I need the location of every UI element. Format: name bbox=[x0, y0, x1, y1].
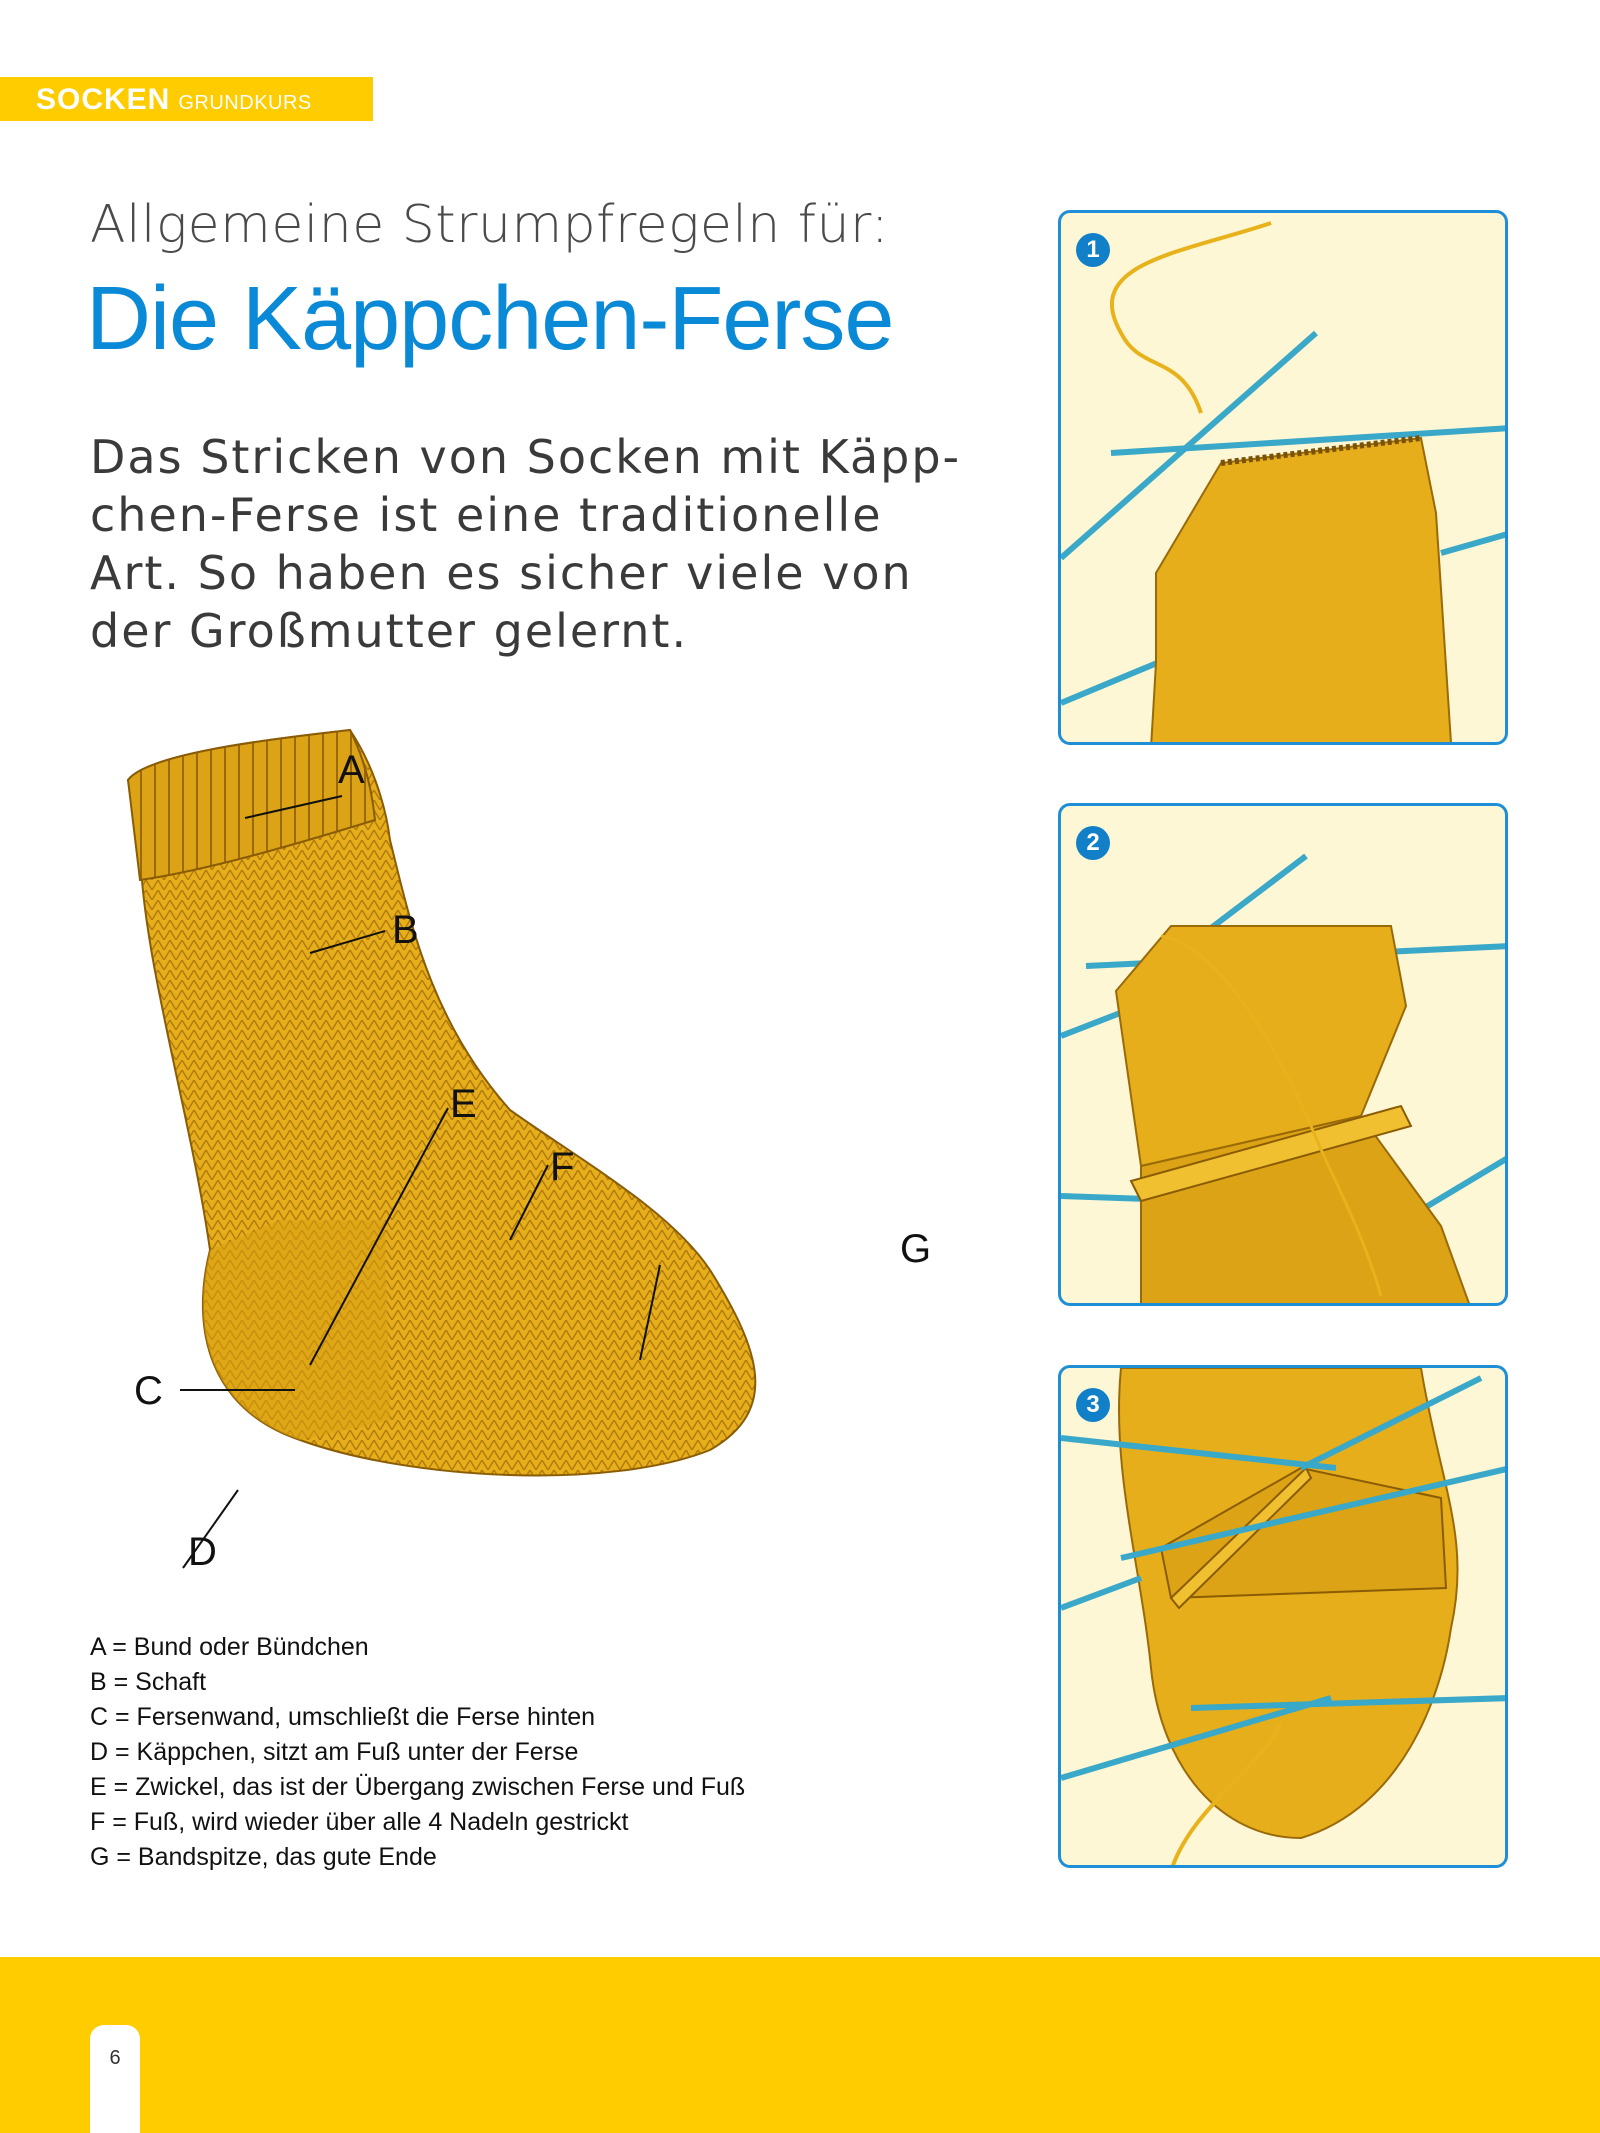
step-panel-3 bbox=[1058, 1365, 1508, 1868]
step-number-badge: 2 bbox=[1076, 826, 1110, 860]
legend-item: F = Fuß, wird wieder über alle 4 Nadeln gestrickt bbox=[90, 1808, 629, 1836]
intro-paragraph bbox=[90, 428, 1020, 660]
step-1-illustration bbox=[1061, 213, 1508, 745]
legend bbox=[90, 1630, 745, 1875]
section-header-tag bbox=[0, 77, 373, 121]
legend-item: C = Fersenwand, umschließt die Ferse hinten bbox=[90, 1703, 596, 1731]
intro-line: Das Stricken von Socken mit Käpp- bbox=[90, 430, 962, 484]
page-title: Die Käppchen-Ferse bbox=[86, 269, 894, 369]
legend-item: E = Zwickel, das ist der Übergang zwischen Ferse und Fuß bbox=[90, 1773, 746, 1801]
intro-line: chen-Ferse ist eine traditionelle bbox=[90, 488, 883, 542]
page-number: 6 bbox=[109, 2047, 121, 2069]
step-number-badge: 1 bbox=[1076, 233, 1110, 267]
intro-line: der Großmutter gelernt. bbox=[90, 604, 689, 658]
step-2-illustration bbox=[1061, 806, 1508, 1306]
page-subtitle: Allgemeine Strumpfregeln für: bbox=[90, 195, 890, 255]
step-number-badge: 3 bbox=[1076, 1388, 1110, 1422]
sock-illustration bbox=[110, 690, 1040, 1650]
label-c: C bbox=[134, 1369, 163, 1413]
step-panel-2 bbox=[1058, 803, 1508, 1306]
section-header-sub: GRUNDKURS bbox=[178, 92, 312, 114]
legend-item: B = Schaft bbox=[90, 1668, 207, 1696]
legend-item: A = Bund oder Bündchen bbox=[90, 1633, 369, 1661]
footer-band bbox=[0, 1957, 1600, 2133]
intro-line: Art. So haben es sicher viele von bbox=[90, 546, 913, 600]
label-f: F bbox=[550, 1145, 575, 1189]
legend-item: G = Bandspitze, das gute Ende bbox=[90, 1843, 437, 1871]
label-d: D bbox=[188, 1530, 217, 1574]
page-number-tab bbox=[90, 2025, 140, 2133]
label-e: E bbox=[450, 1082, 477, 1126]
section-header-main: SOCKEN bbox=[36, 83, 171, 116]
label-a: A bbox=[338, 748, 365, 792]
legend-item: D = Käppchen, sitzt am Fuß unter der Ferse bbox=[90, 1738, 579, 1766]
label-b: B bbox=[392, 908, 419, 952]
step-panel-1 bbox=[1058, 210, 1508, 745]
step-3-illustration bbox=[1061, 1368, 1508, 1868]
sock-heel-flap bbox=[203, 1220, 390, 1440]
label-g: G bbox=[900, 1227, 932, 1271]
